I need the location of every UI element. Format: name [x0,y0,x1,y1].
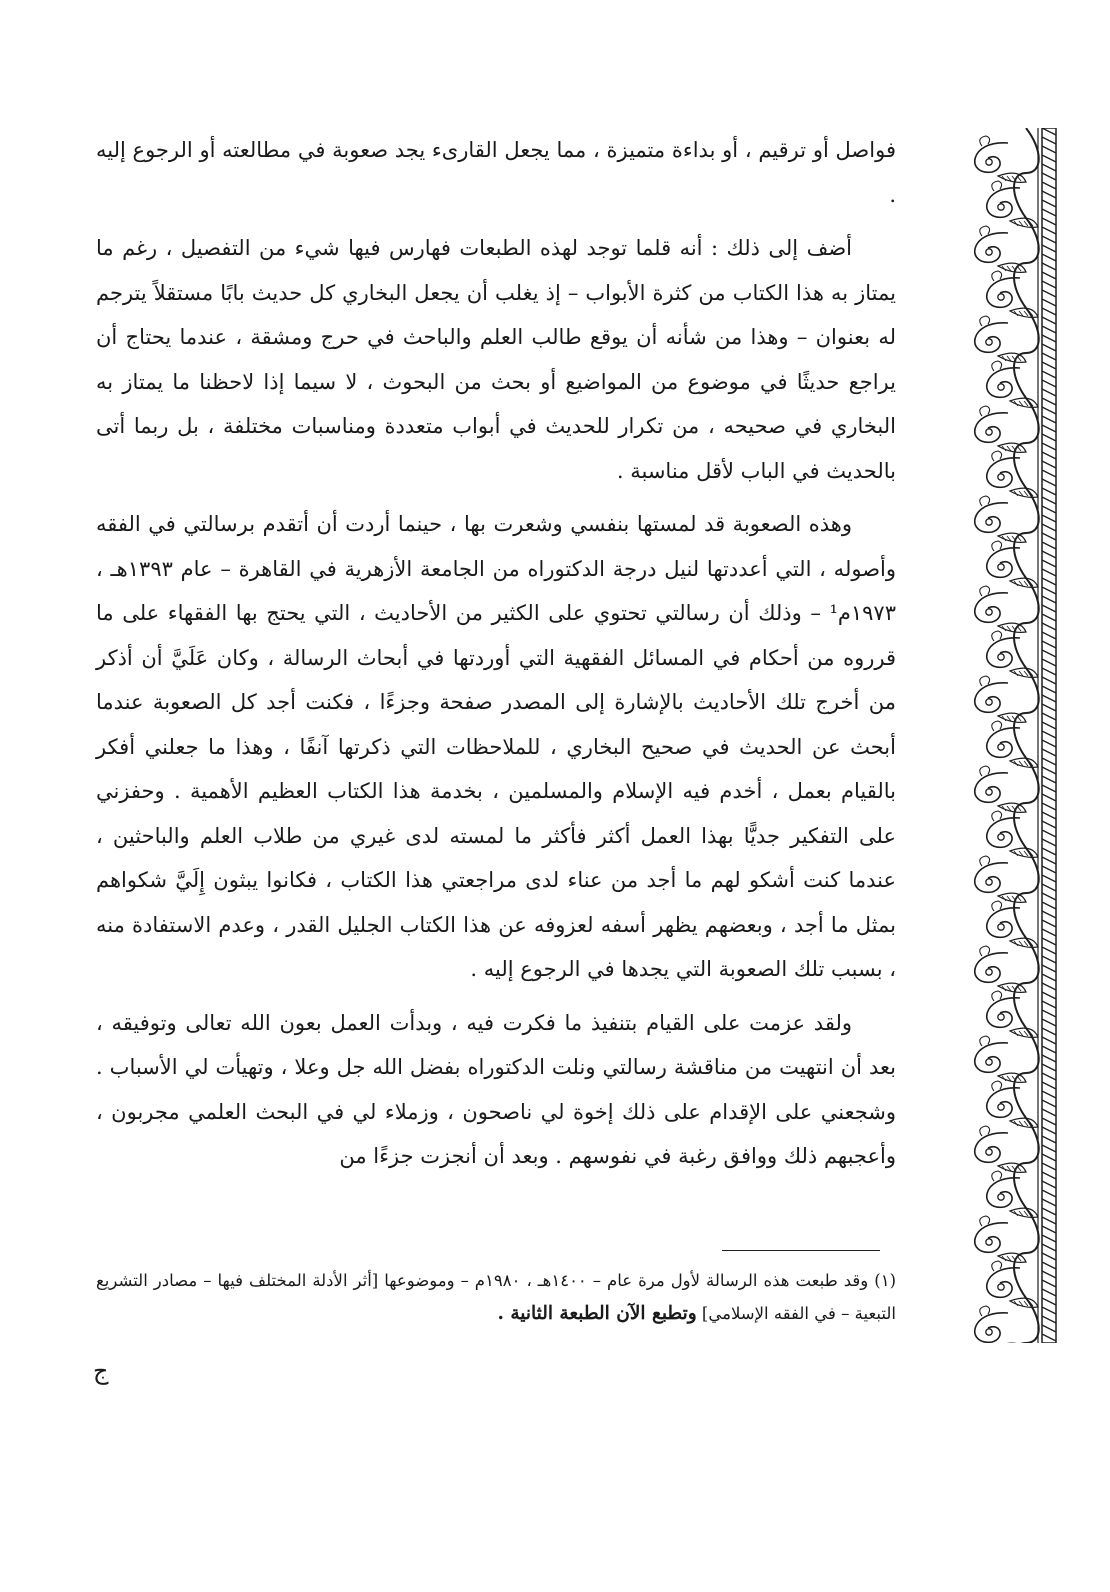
footnote [96,1264,896,1330]
main-text [96,128,896,1188]
page-number: ج [93,1357,109,1385]
paragraph-resolve: ولقد عزمت على القيام بتنفيذ ما فكرت فيه ، وبدأت العمل بعون الله تعالى وتوفيقه ، بعد أن انتهيت من مناقشة رسالتي ونلت الدكتوراه بفضل الله جل وعلا ، وتهيأت لي الأسباب . وشجعني على الإقدام على ذلك إخوة لي ناصحون ، وزملاء لي في البحث العلمي مجربون ، وأعجبهم ذلك ووافق رغبة في نفوسهم . وبعد أن أنجزت جزءًا من [96,1010,896,1168]
footnote-divider [722,1250,880,1251]
paragraph-difficulty: وهذه الصعوبة قد لمستها بنفسي وشعرت بها ، حينما أردت أن أتقدم برسالتي في الفقه وأصوله ، التي أعددتها لنيل درجة الدكتوراه من الجامعة الأزهرية في القاهرة – عام ١٣٩٣هـ ، ١٩٧٣م¹ – وذلك أن رسالتي تحتوي على الكثير من الأحاديث ، التي يحتج بها الفقهاء على ما قرروه من أحكام في المسائل الفقهية التي أوردتها في أبحاث الرسالة ، وكان عَلَيَّ أن أذكر من أخرج تلك الأحاديث بالإشارة إلى المصدر صفحة وجزءًا ، فكنت أجد كل الصعوبة عندما أبحث عن الحديث في صحيح البخاري ، للملاحظات التي ذكرتها آنفًا ، وهذا ما جعلني أفكر بالقيام بعمل ، أخدم فيه الإسلام والمسلمين ، بخدمة هذا الكتاب العظيم الأهمية . وحفزني على التفكير جديًّا بهذا العمل أكثر فأكثر ما لمسته لدى غيري من طلاب العلم والباحثين ، عندما كنت أشكو لهم ما أجد من عناء لدى مراجعتي هذا الكتاب ، فكانوا يبثون إِلَيَّ شكواهم بمثل ما أجد ، وبعضهم يظهر أسفه لعزوفه عن هذا الكتاب الجليل القدر ، وعدم الاستفادة منه ، بسبب تلك الصعوبة التي يجدها في الرجوع إليه . [96,512,896,981]
decorative-border [948,128,1060,1343]
paragraph-indexes: أضف إلى ذلك : أنه قلما توجد لهذه الطبعات فهارس فيها شيء من التفصيل ، رغم ما يمتاز به هذا الكتاب من كثرة الأبواب – إذ يغلب أن يجعل البخاري كل حديث بابًا مستقلاً يترجم له بعنوان – وهذا من شأنه أن يوقع طالب العلم والباحث في حرج ومشقة ، عندما يحتاج أن يراجع حديثًا في موضوع من المواضيع أو بحث من البحوث ، لا سيما إذا لاحظنا ما يمتاز به البخاري في صحيحه ، من تكرار للحديث في أبواب متعددة ومناسبات مختلفة ، بل ربما أتى بالحديث في الباب لأقل مناسبة . [96,236,896,483]
footnote-bold-text: وتطبع الآن الطبعة الثانية . [497,1303,697,1324]
footnote-text: (١) وقد طبعت هذه الرسالة لأول مرة عام – ١٤٠٠هـ ، ١٩٨٠م – وموضوعها [أثر الأدلة المختلف فيها – مصادر التشريع التبعية – في الفقه الإسلامي] [96,1271,897,1323]
ornament-vine-icon [948,128,1060,1343]
paragraph-continuation: فواصل أو ترقيم ، أو بداءة متميزة ، مما يجعل القارىء يجد صعوبة في مطالعته أو الرجوع إليه . [96,138,896,207]
